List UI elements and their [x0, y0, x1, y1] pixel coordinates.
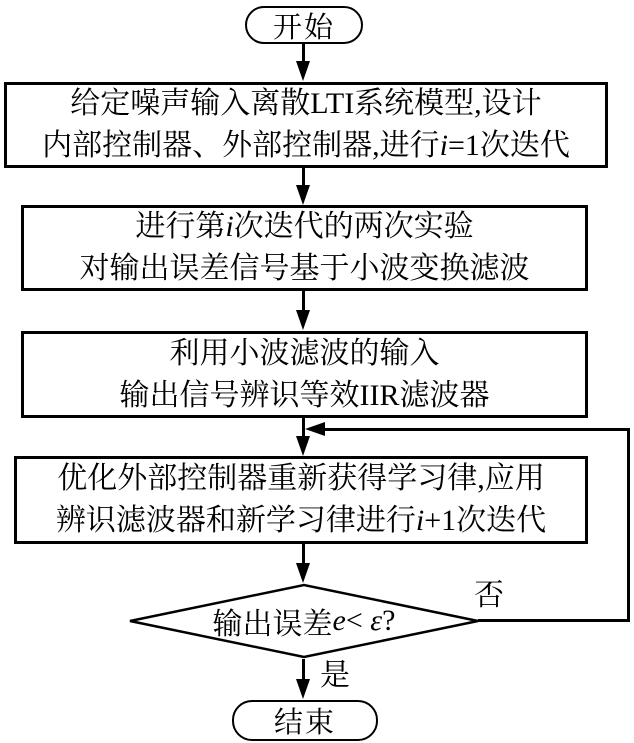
feedback-line-bottom — [478, 619, 630, 622]
arrowhead-decision-end — [296, 679, 310, 699]
arrowhead-box1-box2 — [296, 185, 310, 205]
feedback-line-right — [627, 428, 630, 621]
box1-line2: 内部控制器、外部控制器,进行i=1次迭代 — [42, 129, 570, 162]
process-box-define-model — [4, 82, 608, 168]
process-box-identify-iir — [21, 331, 588, 418]
process-box-experiments-wavelet — [21, 205, 588, 291]
end-label: 结束 — [273, 707, 336, 739]
end-node — [232, 700, 378, 741]
yes-label: 是 — [320, 659, 350, 692]
arrowhead-feedback — [305, 422, 325, 436]
box1-line1: 给定噪声输入离散LTI系统模型,设计 — [70, 87, 542, 120]
arrowhead-start-box1 — [296, 61, 310, 81]
box2-line1: 进行第i次迭代的两次实验 — [135, 210, 474, 243]
process-box-optimize-controller — [14, 456, 588, 544]
feedback-line-top — [322, 428, 630, 431]
arrowhead-box3-box4 — [296, 436, 310, 456]
start-node — [245, 6, 363, 44]
box3-line2: 输出信号辨识等效IIR滤波器 — [119, 378, 490, 412]
box4-line2: 辨识滤波器和新学习律进行i+1次迭代 — [55, 504, 547, 537]
box3-line1: 利用小波滤波的输入 — [169, 336, 440, 370]
box4-line1: 优化外部控制器重新获得学习律,应用 — [57, 462, 545, 495]
no-label: 否 — [474, 579, 504, 612]
start-label: 开始 — [272, 11, 335, 44]
arrowhead-box4-decision — [296, 563, 310, 583]
box2-line2: 对输出误差信号基于小波变换滤波 — [79, 252, 530, 285]
decision-label: 输出误差 e < ε ? — [212, 604, 396, 641]
arrowhead-box2-box3 — [296, 310, 310, 330]
